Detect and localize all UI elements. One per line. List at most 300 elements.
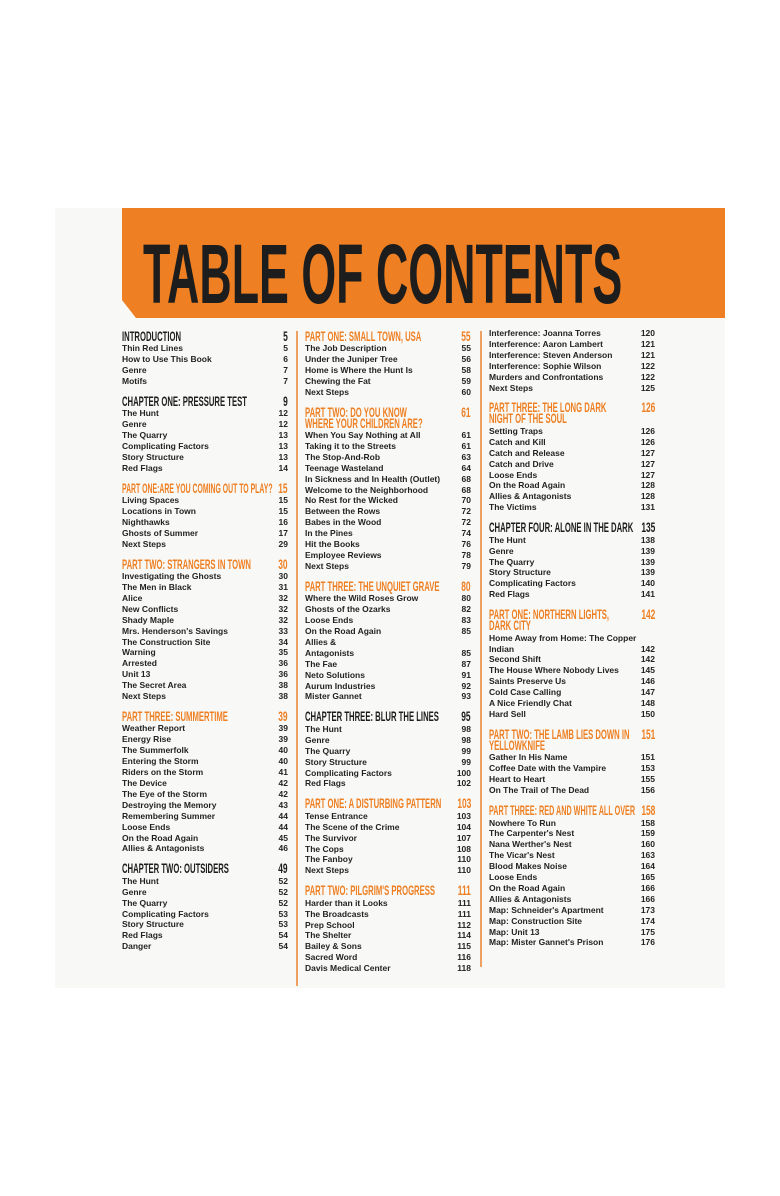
toc-entry[interactable] (122, 767, 288, 778)
toc-entry-label: Blood Makes Noise (489, 861, 567, 872)
toc-entry[interactable] (305, 354, 471, 365)
toc-entry-page-number: 142 (640, 643, 655, 654)
toc-entry-page-number: 142 (640, 654, 655, 665)
toc-entry[interactable] (305, 833, 471, 844)
toc-entry[interactable] (122, 778, 288, 789)
toc-entry-label: Genre (122, 364, 147, 375)
toc-entry[interactable] (489, 361, 655, 372)
toc-entry[interactable] (305, 822, 471, 833)
toc-column-2 (305, 329, 471, 974)
toc-entry[interactable] (489, 480, 655, 491)
toc-entry-page-number: 131 (640, 502, 655, 513)
toc-entry-page-number: 68 (461, 484, 471, 495)
toc-entry[interactable] (305, 452, 471, 463)
toc-entry-label: The Eye of the Storm (122, 788, 208, 799)
toc-entry-label: The Fanboy (305, 854, 353, 865)
toc-entry-label: The Cops (305, 843, 344, 854)
toc-entry[interactable] (305, 920, 471, 931)
section-heading[interactable] (489, 608, 655, 633)
toc-entry[interactable] (122, 756, 288, 767)
toc-section (122, 557, 288, 702)
section-heading[interactable] (305, 884, 471, 898)
toc-entry-label: Motifs (122, 375, 148, 386)
toc-entry-page-number: 60 (461, 386, 471, 397)
toc-entry-label: Red Flags (305, 778, 346, 789)
toc-entry[interactable] (489, 448, 655, 459)
toc-entry[interactable] (122, 419, 288, 430)
toc-entry-label: Warning (122, 647, 156, 658)
toc-entry-label: Hit the Books (305, 539, 360, 550)
toc-entry[interactable] (489, 872, 655, 883)
toc-entry-page-number: 148 (640, 698, 655, 709)
toc-entry[interactable] (122, 539, 288, 550)
toc-entry[interactable] (489, 372, 655, 383)
toc-entry[interactable] (305, 952, 471, 963)
toc-entry[interactable] (122, 626, 288, 637)
toc-entry[interactable] (489, 687, 655, 698)
toc-entry[interactable] (305, 854, 471, 865)
toc-entry[interactable] (305, 441, 471, 452)
toc-entry-label: Nighthawks (122, 516, 170, 527)
section-page-number: 80 (461, 577, 471, 594)
toc-entry-page-number: 115 (457, 941, 471, 952)
toc-entry-page-number: 16 (278, 516, 288, 527)
toc-entry-label: No Rest for the Wicked (305, 495, 398, 506)
toc-entry[interactable] (305, 365, 471, 376)
toc-entry-label: The Scene of the Crime (305, 821, 400, 832)
toc-entry-label: Genre (122, 886, 147, 897)
toc-entry-page-number: 13 (278, 451, 288, 462)
toc-entry-label: Complicating Factors (122, 440, 209, 451)
section-heading[interactable] (305, 579, 471, 593)
toc-entry-page-number: 151 (640, 752, 655, 763)
toc-entry-label: Entering the Storm (122, 756, 199, 767)
section-title: PART THREE: RED AND WHITE ALL OVER (489, 802, 636, 818)
toc-entry-page-number: 93 (461, 691, 471, 702)
toc-entry[interactable] (305, 941, 471, 952)
toc-entry[interactable] (305, 517, 471, 528)
toc-entry-label: The Quarry (489, 556, 535, 567)
toc-entry[interactable] (305, 495, 471, 506)
toc-entry[interactable] (122, 909, 288, 920)
toc-entry[interactable] (489, 665, 655, 676)
toc-entry-label: Nowhere To Run (489, 817, 556, 828)
toc-entry[interactable] (122, 571, 288, 582)
toc-entry-label: Catch and Release (489, 447, 565, 458)
toc-entry[interactable] (489, 328, 655, 339)
section-heading[interactable] (122, 394, 288, 408)
section-title: CHAPTER THREE: BLUR THE LINES (305, 708, 439, 725)
section-title: PART ONE: NORTHERN LIGHTS, DARK CITY (489, 606, 610, 634)
toc-entry[interactable] (489, 894, 655, 905)
toc-entry[interactable] (122, 528, 288, 539)
toc-entry-page-number: 83 (461, 615, 471, 626)
toc-entry[interactable] (305, 343, 471, 354)
toc-entry[interactable] (489, 905, 655, 916)
toc-entry[interactable] (489, 937, 655, 948)
toc-entry-page-number: 120 (640, 328, 655, 338)
toc-entry[interactable] (122, 833, 288, 844)
toc-entry-page-number: 85 (461, 647, 471, 658)
toc-entry[interactable] (122, 898, 288, 909)
toc-entry-label: Story Structure (122, 451, 184, 462)
toc-entry[interactable] (305, 550, 471, 561)
toc-entry[interactable] (305, 844, 471, 855)
toc-entry-page-number: 121 (640, 338, 655, 349)
toc-entry-label: The House Where Nobody Lives (489, 665, 619, 676)
toc-entry-label: Sacred Word (305, 952, 358, 963)
toc-entry-page-number: 41 (278, 767, 288, 778)
toc-entry[interactable] (122, 843, 288, 854)
toc-entry[interactable] (305, 930, 471, 941)
toc-entry-page-number: 103 (456, 810, 471, 821)
toc-entry[interactable] (305, 811, 471, 822)
toc-entry-label: Living Spaces (122, 495, 180, 506)
toc-entry-label: Locations in Town (122, 505, 196, 516)
toc-entry[interactable] (305, 778, 471, 789)
toc-entry[interactable] (305, 387, 471, 398)
toc-entry-label: Ghosts of the Ozarks (305, 604, 391, 615)
toc-entry-page-number: 173 (640, 904, 655, 915)
toc-entry-label: The Vicar's Nest (489, 850, 555, 861)
section-heading[interactable] (489, 521, 655, 535)
section-heading[interactable] (122, 862, 288, 876)
toc-entry-page-number: 111 (457, 897, 471, 908)
toc-entry[interactable] (489, 861, 655, 872)
section-title: PART TWO: PILGRIM'S PROGRESS (305, 882, 436, 899)
toc-entry[interactable] (305, 506, 471, 517)
toc-section (489, 804, 655, 949)
toc-entry-label: Saints Preserve Us (489, 676, 567, 687)
toc-entry[interactable] (122, 430, 288, 441)
toc-entry[interactable] (305, 561, 471, 572)
section-heading[interactable] (305, 797, 471, 811)
toc-entry[interactable] (122, 789, 288, 800)
toc-entry-label: On the Road Again (489, 882, 566, 893)
toc-entry[interactable] (122, 615, 288, 626)
toc-entry-page-number: 79 (461, 560, 471, 571)
toc-entry-label: Next Steps (305, 386, 349, 397)
toc-entry[interactable] (305, 659, 471, 670)
toc-entry[interactable] (122, 723, 288, 734)
toc-entry[interactable] (489, 676, 655, 687)
toc-entry-page-number: 100 (456, 767, 471, 778)
toc-entry-page-number: 68 (461, 473, 471, 484)
toc-entry[interactable] (122, 811, 288, 822)
section-heading[interactable] (122, 481, 288, 495)
section-heading[interactable] (122, 709, 288, 723)
toc-entry-page-number: 7 (283, 364, 288, 375)
toc-entry-page-number: 125 (640, 382, 655, 393)
toc-entry-label: Remembering Summer (122, 810, 216, 821)
toc-entry-label: The Hunt (489, 534, 526, 545)
toc-entry-label: On the Road Again (305, 626, 382, 637)
section-title: PART THREE: THE LONG DARK NIGHT OF THE SOUL (489, 399, 607, 427)
toc-entry-page-number: 34 (278, 636, 288, 647)
toc-entry[interactable] (305, 757, 471, 768)
toc-entry-page-number: 72 (461, 506, 471, 517)
toc-entry-label: Loose Ends (305, 615, 354, 626)
section-page-number: 111 (457, 882, 471, 899)
toc-entry-label: Gather In His Name (489, 752, 568, 763)
toc-entry-page-number: 17 (278, 527, 288, 538)
toc-section (305, 329, 471, 398)
toc-entry-label: The Quarry (122, 897, 168, 908)
toc-entry[interactable] (122, 495, 288, 506)
toc-entry[interactable] (122, 734, 288, 745)
toc-entry[interactable] (489, 502, 655, 513)
toc-entry[interactable] (305, 681, 471, 692)
toc-entry[interactable] (489, 426, 655, 437)
toc-entry[interactable] (489, 491, 655, 502)
toc-entry-page-number: 176 (640, 937, 655, 948)
toc-entry[interactable] (305, 474, 471, 485)
toc-entry-page-number: 15 (278, 505, 288, 516)
toc-entry-page-number: 42 (278, 788, 288, 799)
toc-entry-page-number: 72 (461, 517, 471, 528)
toc-entry[interactable] (489, 752, 655, 763)
toc-entry[interactable] (489, 459, 655, 470)
toc-entry-page-number: 54 (278, 930, 288, 941)
toc-entry[interactable] (122, 822, 288, 833)
toc-entry-page-number: 155 (640, 774, 655, 785)
toc-entry[interactable] (305, 746, 471, 757)
toc-entry-page-number: 99 (461, 756, 471, 767)
toc-entry[interactable] (122, 745, 288, 756)
toc-entry[interactable] (305, 963, 471, 974)
toc-entry-page-number: 58 (461, 364, 471, 375)
toc-entry-label: Babes in the Wood (305, 517, 382, 528)
toc-entry-page-number: 13 (278, 429, 288, 440)
toc-entry[interactable] (305, 909, 471, 920)
toc-entry-page-number: 35 (278, 647, 288, 658)
toc-entry-page-number: 40 (278, 745, 288, 756)
toc-entry[interactable] (489, 383, 655, 394)
toc-entry-page-number: 110 (457, 854, 471, 865)
toc-entry-label: Alice (122, 592, 143, 603)
toc-entry[interactable] (305, 593, 471, 604)
toc-entry[interactable] (122, 517, 288, 528)
section-heading[interactable] (305, 405, 471, 430)
toc-entry-label: Allies & Antagonists (122, 843, 205, 854)
toc-entry[interactable] (489, 535, 655, 546)
toc-entry[interactable] (489, 350, 655, 361)
toc-entry-page-number: 32 (278, 592, 288, 603)
toc-entry-label: Allies & Antagonists (305, 636, 355, 658)
toc-entry-page-number: 138 (640, 534, 655, 545)
section-heading[interactable] (122, 329, 288, 343)
toc-entry-page-number: 159 (640, 828, 655, 839)
toc-entry-page-number: 116 (457, 952, 471, 963)
toc-entry[interactable] (489, 578, 655, 589)
toc-entry[interactable] (489, 437, 655, 448)
toc-entry[interactable] (489, 774, 655, 785)
toc-entry-label: In the Pines (305, 528, 353, 539)
section-page-number: 95 (461, 708, 471, 725)
toc-entry[interactable] (305, 724, 471, 735)
toc-entry-label: Energy Rise (122, 734, 172, 745)
column-divider (296, 331, 298, 986)
toc-entry[interactable] (122, 691, 288, 702)
toc-entry-page-number: 175 (640, 926, 655, 937)
toc-entry[interactable] (122, 941, 288, 952)
toc-entry[interactable] (489, 698, 655, 709)
toc-entry-label: Map: Unit 13 (489, 926, 540, 937)
toc-entry[interactable] (489, 763, 655, 774)
toc-entry[interactable] (305, 463, 471, 474)
toc-entry[interactable] (122, 680, 288, 691)
toc-entry[interactable] (489, 339, 655, 350)
toc-entry[interactable] (305, 626, 471, 637)
toc-section (122, 709, 288, 854)
toc-entry[interactable] (305, 691, 471, 702)
toc-entry[interactable] (305, 539, 471, 550)
toc-entry[interactable] (489, 839, 655, 850)
toc-entry-label: Destroying the Memory (122, 799, 217, 810)
toc-entry[interactable] (122, 876, 288, 887)
toc-entry[interactable] (489, 567, 655, 578)
toc-section (489, 328, 655, 393)
section-heading[interactable] (305, 710, 471, 724)
toc-entry-page-number: 32 (278, 603, 288, 614)
toc-entry[interactable] (122, 637, 288, 648)
section-heading[interactable] (489, 401, 655, 426)
toc-entry[interactable] (122, 582, 288, 593)
toc-entry-page-number: 127 (640, 458, 655, 469)
toc-entry[interactable] (489, 916, 655, 927)
toc-entry[interactable] (305, 865, 471, 876)
toc-entry-page-number: 61 (461, 440, 471, 451)
toc-entry[interactable] (122, 452, 288, 463)
toc-entry-page-number: 107 (456, 832, 471, 843)
toc-entry[interactable] (305, 485, 471, 496)
toc-entry[interactable] (122, 658, 288, 669)
toc-entry-page-number: 140 (640, 578, 655, 589)
toc-section (489, 521, 655, 600)
toc-entry-label: The Job Description (305, 343, 387, 353)
toc-entry[interactable] (305, 670, 471, 681)
toc-section (489, 608, 655, 720)
toc-entry-page-number: 39 (278, 723, 288, 734)
toc-entry[interactable] (489, 633, 655, 655)
toc-entry[interactable] (122, 354, 288, 365)
toc-entry[interactable] (305, 898, 471, 909)
section-page-number: 39 (278, 707, 288, 724)
toc-entry-label: Loose Ends (489, 872, 538, 883)
toc-entry[interactable] (122, 506, 288, 517)
toc-entry[interactable] (305, 768, 471, 779)
toc-entry[interactable] (122, 604, 288, 615)
toc-entry[interactable] (489, 546, 655, 557)
toc-entry[interactable] (122, 441, 288, 452)
toc-entry-label: The Summerfolk (122, 745, 189, 756)
toc-entry-label: The Construction Site (122, 636, 211, 647)
section-title: INTRODUCTION (122, 327, 182, 344)
toc-entry-page-number: 43 (278, 799, 288, 810)
toc-entry[interactable] (305, 376, 471, 387)
toc-entry[interactable] (122, 593, 288, 604)
toc-entry-label: Home is Where the Hunt Is (305, 364, 413, 375)
toc-entry[interactable] (489, 654, 655, 665)
toc-entry-label: A Nice Friendly Chat (489, 698, 572, 709)
toc-entry[interactable] (305, 528, 471, 539)
toc-entry[interactable] (305, 615, 471, 626)
toc-entry-label: Neto Solutions (305, 669, 365, 680)
toc-entry-label: Interference: Aaron Lambert (489, 338, 603, 349)
toc-entry[interactable] (122, 887, 288, 898)
toc-entry[interactable] (122, 343, 288, 354)
toc-entry[interactable] (122, 376, 288, 387)
toc-entry[interactable] (489, 785, 655, 796)
toc-entry[interactable] (305, 430, 471, 441)
toc-section (305, 405, 471, 572)
toc-entry-page-number: 42 (278, 778, 288, 788)
toc-entry[interactable] (489, 883, 655, 894)
toc-entry-label: The Carpenter's Nest (489, 828, 575, 839)
toc-section (305, 797, 471, 876)
toc-entry[interactable] (489, 818, 655, 829)
toc-entry-page-number: 40 (278, 756, 288, 767)
column-divider (480, 331, 482, 967)
toc-entry[interactable] (305, 604, 471, 615)
section-heading[interactable] (305, 329, 471, 343)
toc-entry[interactable] (489, 850, 655, 861)
toc-entry-page-number: 163 (640, 850, 655, 861)
toc-entry[interactable] (305, 637, 471, 659)
toc-entry[interactable] (489, 709, 655, 720)
toc-entry[interactable] (122, 919, 288, 930)
toc-entry-page-number: 110 (457, 865, 471, 876)
toc-entry[interactable] (489, 557, 655, 568)
toc-entry[interactable] (122, 669, 288, 680)
toc-entry-label: New Conflicts (122, 603, 179, 614)
section-page-number: 142 (640, 606, 655, 623)
toc-entry-page-number: 52 (278, 897, 288, 908)
section-heading[interactable] (122, 557, 288, 571)
toc-entry-label: The Hunt (122, 408, 159, 419)
toc-entry[interactable] (489, 589, 655, 600)
toc-entry-label: Next Steps (489, 382, 533, 393)
toc-entry[interactable] (122, 365, 288, 376)
toc-entry-page-number: 70 (461, 495, 471, 506)
section-page-number: 126 (640, 399, 655, 416)
toc-entry[interactable] (489, 927, 655, 938)
toc-entry-label: Unit 13 (122, 669, 151, 680)
toc-entry[interactable] (489, 828, 655, 839)
toc-entry-page-number: 38 (278, 691, 288, 702)
toc-entry-label: Heart to Heart (489, 774, 546, 785)
toc-entry-label: Weather Report (122, 723, 186, 734)
toc-entry-page-number: 82 (461, 604, 471, 615)
toc-entry-page-number: 46 (278, 843, 288, 854)
toc-entry[interactable] (122, 800, 288, 811)
toc-entry[interactable] (122, 647, 288, 658)
toc-entry-label: Complicating Factors (122, 908, 209, 919)
section-heading[interactable] (489, 804, 655, 818)
toc-column-3 (489, 328, 655, 948)
toc-entry[interactable] (122, 930, 288, 941)
toc-entry-label: The Quarry (122, 429, 168, 440)
toc-entry[interactable] (122, 463, 288, 474)
toc-entry[interactable] (489, 470, 655, 481)
toc-entry-page-number: 145 (640, 665, 655, 676)
toc-entry[interactable] (122, 408, 288, 419)
section-heading[interactable] (489, 727, 655, 752)
toc-entry-label: Next Steps (305, 560, 349, 571)
toc-entry[interactable] (305, 735, 471, 746)
toc-entry-label: Loose Ends (489, 469, 538, 480)
toc-entry-page-number: 61 (461, 430, 471, 441)
